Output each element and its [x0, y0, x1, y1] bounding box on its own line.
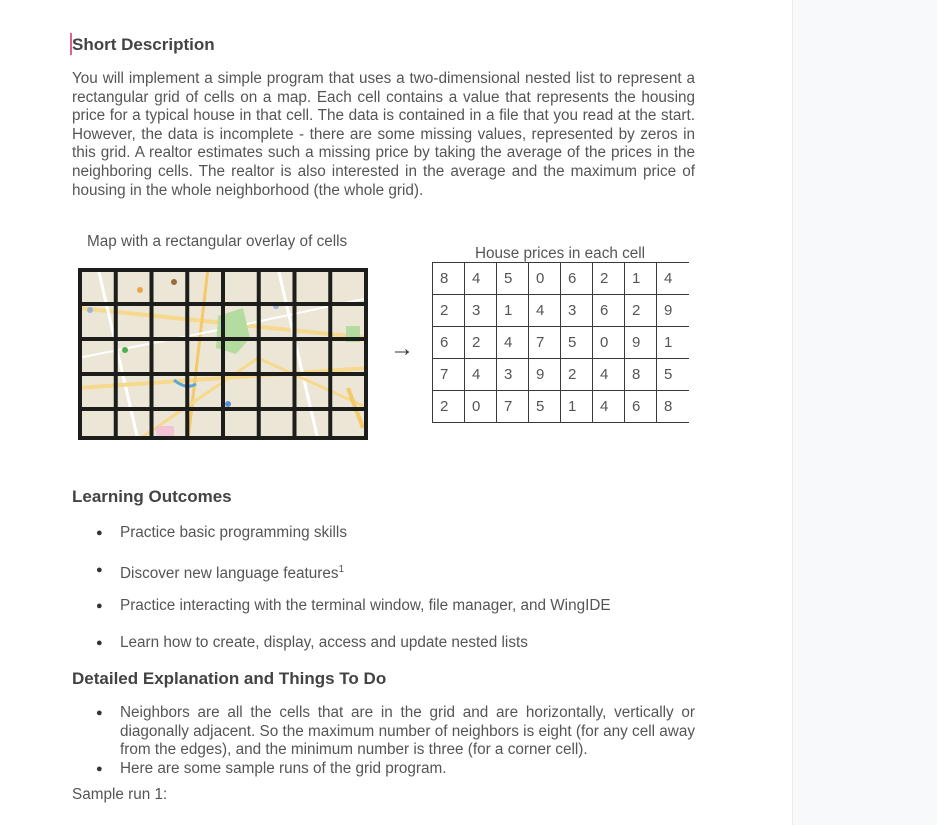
list-item: ● Learn how to create, display, access and update nested lists	[72, 634, 611, 671]
grid-cell: 7	[529, 327, 561, 359]
grid-cell: 8	[657, 391, 689, 423]
grid-cell: 7	[433, 359, 465, 391]
grid-cell: 2	[433, 295, 465, 327]
grid-cell: 9	[657, 295, 689, 327]
grid-cell: 3	[465, 295, 497, 327]
arrow-icon: →	[390, 335, 414, 362]
list-item: ● Practice basic programming skills	[72, 524, 611, 561]
list-item: ● Practice interacting with the terminal window, file manager, and WingIDE	[72, 597, 611, 634]
grid-cell: 4	[497, 327, 529, 359]
grid-cell: 3	[561, 295, 593, 327]
grid-cell: 9	[625, 327, 657, 359]
grid-cell: 6	[433, 327, 465, 359]
grid-cell: 4	[593, 359, 625, 391]
map-caption: Map with a rectangular overlay of cells	[87, 233, 348, 250]
grid-caption: House prices in each cell	[475, 245, 646, 262]
grid-row	[433, 295, 689, 327]
short-description-heading: Short Description	[72, 35, 215, 54]
grid-cell: 8	[625, 359, 657, 391]
grid-cell: 9	[529, 359, 561, 391]
map-overlay-image	[78, 268, 368, 440]
grid-row	[433, 391, 689, 423]
grid-cell: 0	[593, 327, 625, 359]
detailed-explanation-heading: Detailed Explanation and Things To Do	[72, 669, 387, 688]
grid-cell: 4	[465, 263, 497, 295]
grid-cell: 0	[529, 263, 561, 295]
grid-row	[433, 263, 689, 295]
grid-cell: 7	[497, 391, 529, 423]
grid-cell: 1	[497, 295, 529, 327]
grid-cell: 2	[625, 295, 657, 327]
grid-cell: 1	[561, 391, 593, 423]
grid-cell: 2	[593, 263, 625, 295]
grid-cell: 4	[657, 263, 689, 295]
list-item: ● Neighbors are all the cells that are in the grid and are horizontally, vertically or diagonally adjacent. So the maximum number of neighbors is eight (for any cell away from the edges), and the minimum number is three (for a corner cell).	[72, 704, 695, 760]
grid-cell: 1	[625, 263, 657, 295]
grid-cell: 4	[529, 295, 561, 327]
learning-outcomes-list	[72, 524, 611, 670]
grid-cell: 1	[657, 327, 689, 359]
grid-cell: 5	[497, 263, 529, 295]
grid-row	[433, 327, 689, 359]
grid-cell: 5	[529, 391, 561, 423]
sample-run-label: Sample run 1:	[72, 786, 168, 803]
grid-cell: 2	[561, 359, 593, 391]
grid-cell: 5	[561, 327, 593, 359]
grid-cell: 8	[433, 263, 465, 295]
learning-outcomes-heading: Learning Outcomes	[72, 487, 232, 506]
side-panel	[792, 0, 937, 825]
grid-cell: 6	[593, 295, 625, 327]
footnote-marker[interactable]: 1	[338, 563, 345, 575]
grid-cell: 6	[625, 391, 657, 423]
short-description-paragraph: You will implement a simple program that uses a two-dimensional nested list to represent a rectangular grid of cells on a map. Each cell contains a value that represents the housing price for a typical house in that cell. The data is contained in a file that you read at the start. However, the data is incomplete - there are some missing values, represented by zeros in this grid. A realtor estimates such a missing price by taking the average of the prices in the neighboring cells. The realtor is also interested in the average and the maximum price of housing in the whole neighborhood (the whole grid).	[72, 70, 695, 199]
list-item: ● Here are some sample runs of the grid program.	[72, 760, 695, 779]
grid-cell: 2	[433, 391, 465, 423]
grid-cell: 4	[465, 359, 497, 391]
house-price-grid	[432, 262, 689, 423]
grid-row	[433, 359, 689, 391]
grid-cell: 3	[497, 359, 529, 391]
grid-cell: 4	[593, 391, 625, 423]
list-item: ● Discover new language features$^1$	[72, 561, 611, 598]
grid-cell: 2	[465, 327, 497, 359]
grid-cell: 0	[465, 391, 497, 423]
grid-cell: 5	[657, 359, 689, 391]
grid-cell: 6	[561, 263, 593, 295]
detailed-explanation-list	[72, 704, 695, 778]
